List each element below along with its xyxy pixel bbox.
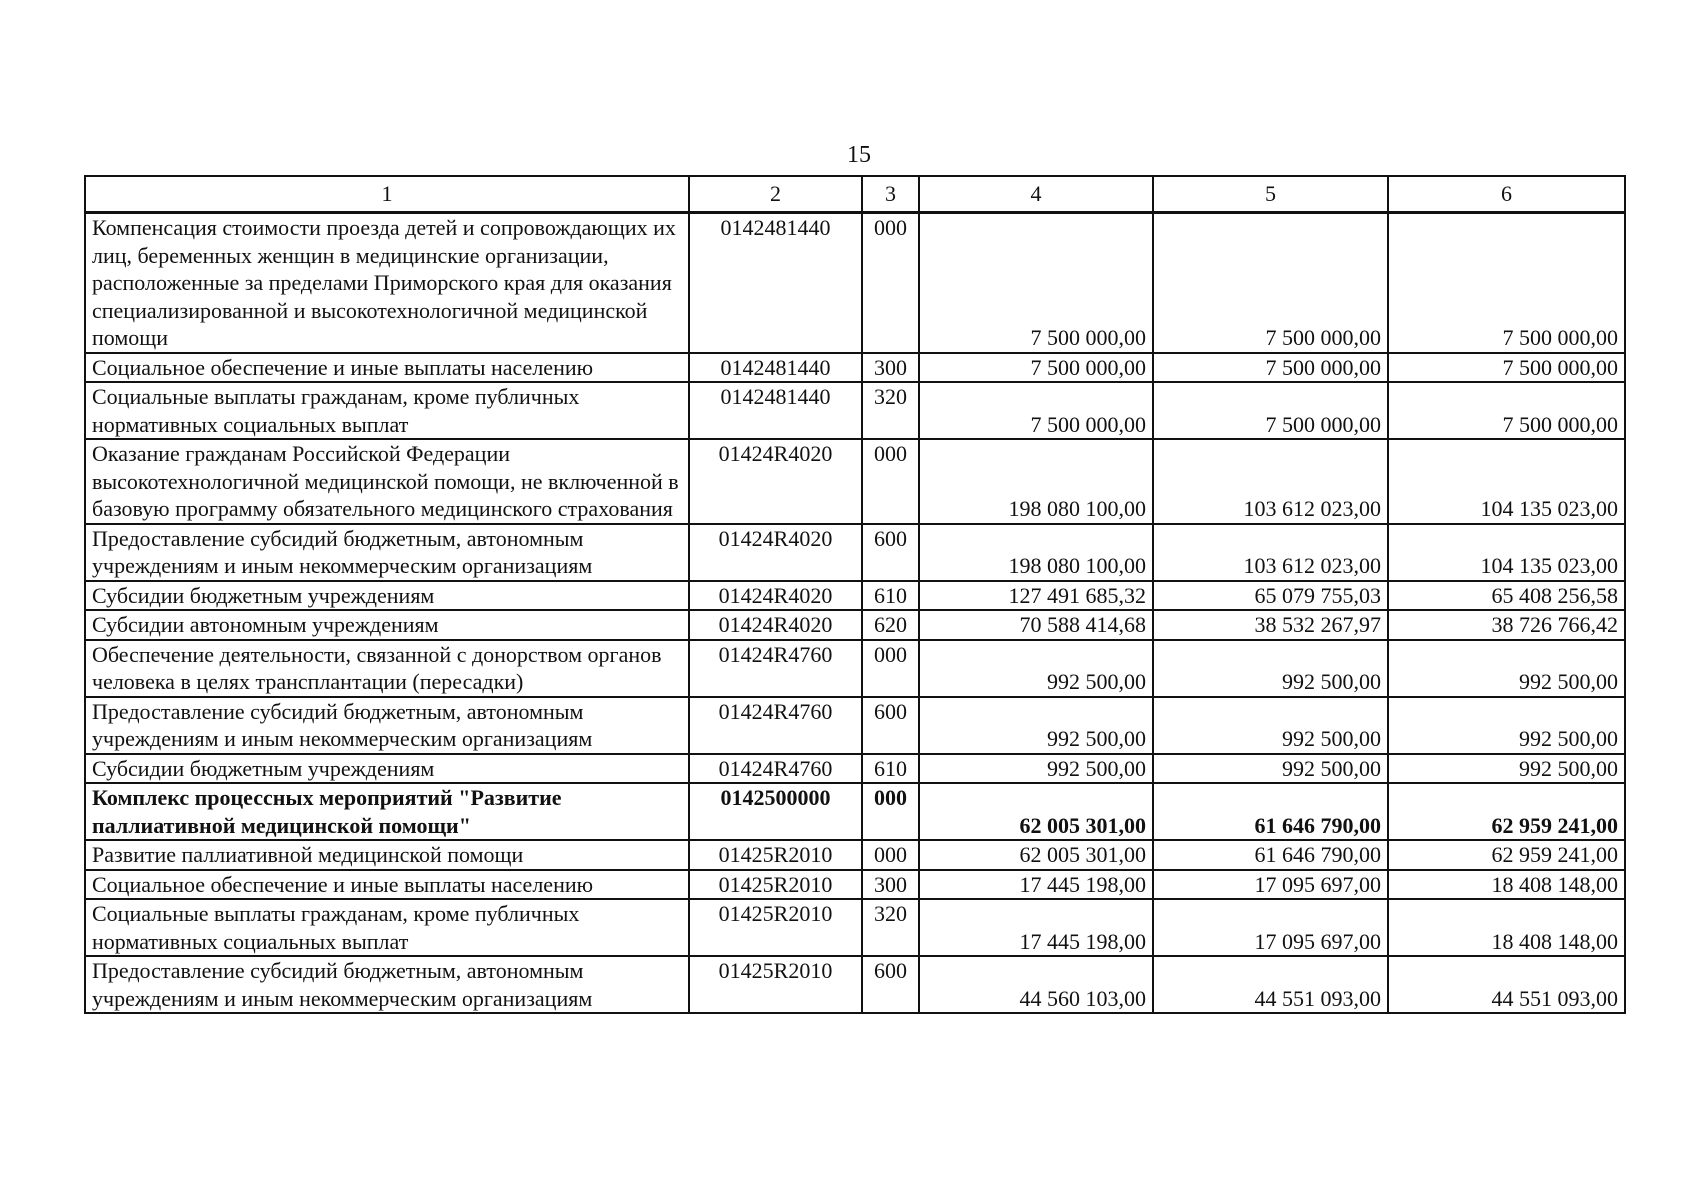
table-row (85, 382, 1625, 439)
row-value-6: 65 408 256,58 (1388, 581, 1625, 611)
row-kind: 320 (862, 899, 919, 956)
table-row (85, 754, 1625, 784)
table-row (85, 524, 1625, 581)
row-value-5: 7 500 000,00 (1153, 353, 1388, 383)
row-code: 0142481440 (689, 213, 862, 353)
row-value-5: 7 500 000,00 (1153, 382, 1388, 439)
row-value-6: 992 500,00 (1388, 697, 1625, 754)
table-row (85, 956, 1625, 1013)
row-value-4: 7 500 000,00 (919, 382, 1153, 439)
row-value-5: 992 500,00 (1153, 640, 1388, 697)
table-row (85, 353, 1625, 383)
row-value-4: 62 005 301,00 (919, 783, 1153, 840)
row-name: Развитие паллиативной медицинской помощи (85, 840, 689, 870)
table-row (85, 697, 1625, 754)
row-value-6: 104 135 023,00 (1388, 524, 1625, 581)
row-value-4: 70 588 414,68 (919, 610, 1153, 640)
row-name: Предоставление субсидий бюджетным, автономным учреждениям и иным некоммерческим организациям (85, 697, 689, 754)
row-name: Предоставление субсидий бюджетным, автономным учреждениям и иным некоммерческим организациям (85, 956, 689, 1013)
row-name: Социальные выплаты гражданам, кроме публичных нормативных социальных выплат (85, 899, 689, 956)
table-row (85, 640, 1625, 697)
row-kind: 610 (862, 754, 919, 784)
row-code: 01424R4020 (689, 610, 862, 640)
row-kind: 000 (862, 840, 919, 870)
row-value-6: 104 135 023,00 (1388, 439, 1625, 524)
row-value-6: 44 551 093,00 (1388, 956, 1625, 1013)
row-kind: 000 (862, 213, 919, 353)
row-value-4: 17 445 198,00 (919, 899, 1153, 956)
row-code: 01424R4760 (689, 640, 862, 697)
row-name: Компенсация стоимости проезда детей и сопровождающих их лиц, беременных женщин в медицинские организации, расположенные за пределами Приморского края для оказания специализированной и высокотехнологичной медицинской помощи (85, 213, 689, 353)
row-value-5: 65 079 755,03 (1153, 581, 1388, 611)
row-value-6: 62 959 241,00 (1388, 783, 1625, 840)
row-value-4: 992 500,00 (919, 754, 1153, 784)
row-value-4: 17 445 198,00 (919, 870, 1153, 900)
row-name: Субсидии бюджетным учреждениям (85, 581, 689, 611)
table-row-section-total (85, 783, 1625, 840)
row-value-4: 198 080 100,00 (919, 439, 1153, 524)
row-name: Социальные выплаты гражданам, кроме публичных нормативных социальных выплат (85, 382, 689, 439)
column-header: 6 (1388, 176, 1625, 213)
row-value-5: 7 500 000,00 (1153, 213, 1388, 353)
row-value-4: 992 500,00 (919, 697, 1153, 754)
row-value-5: 992 500,00 (1153, 697, 1388, 754)
row-value-4: 7 500 000,00 (919, 353, 1153, 383)
row-value-4: 44 560 103,00 (919, 956, 1153, 1013)
row-value-5: 38 532 267,97 (1153, 610, 1388, 640)
row-value-6: 7 500 000,00 (1388, 353, 1625, 383)
row-kind: 620 (862, 610, 919, 640)
column-header: 1 (85, 176, 689, 213)
column-header: 4 (919, 176, 1153, 213)
row-kind: 000 (862, 439, 919, 524)
row-kind: 000 (862, 640, 919, 697)
row-code: 01424R4760 (689, 697, 862, 754)
row-kind: 600 (862, 697, 919, 754)
row-value-6: 7 500 000,00 (1388, 382, 1625, 439)
row-value-4: 992 500,00 (919, 640, 1153, 697)
row-value-4: 7 500 000,00 (919, 213, 1153, 353)
row-value-6: 18 408 148,00 (1388, 870, 1625, 900)
row-code: 0142481440 (689, 353, 862, 383)
row-code: 0142500000 (689, 783, 862, 840)
row-name: Комплекс процессных мероприятий "Развитие паллиативной медицинской помощи" (85, 783, 689, 840)
row-value-5: 17 095 697,00 (1153, 899, 1388, 956)
column-header: 5 (1153, 176, 1388, 213)
row-code: 01425R2010 (689, 899, 862, 956)
table-row (85, 213, 1625, 353)
row-value-4: 198 080 100,00 (919, 524, 1153, 581)
row-code: 01424R4020 (689, 524, 862, 581)
row-kind: 300 (862, 870, 919, 900)
row-code: 01425R2010 (689, 956, 862, 1013)
page-number: 15 (847, 142, 871, 168)
table-header-row (85, 176, 1625, 213)
row-code: 01424R4020 (689, 581, 862, 611)
row-value-5: 44 551 093,00 (1153, 956, 1388, 1013)
row-kind: 600 (862, 956, 919, 1013)
column-header: 3 (862, 176, 919, 213)
row-name: Оказание гражданам Российской Федерации высокотехнологичной медицинской помощи, не включенной в базовую программу обязательного медицинского страхования (85, 439, 689, 524)
row-name: Предоставление субсидий бюджетным, автономным учреждениям и иным некоммерческим организациям (85, 524, 689, 581)
row-value-6: 7 500 000,00 (1388, 213, 1625, 353)
table-row (85, 581, 1625, 611)
row-kind: 000 (862, 783, 919, 840)
table-row (85, 840, 1625, 870)
row-name: Обеспечение деятельности, связанной с донорством органов человека в целях трансплантации (пересадки) (85, 640, 689, 697)
table-row (85, 439, 1625, 524)
row-value-5: 17 095 697,00 (1153, 870, 1388, 900)
row-value-6: 18 408 148,00 (1388, 899, 1625, 956)
row-name: Социальное обеспечение и иные выплаты населению (85, 353, 689, 383)
row-value-4: 127 491 685,32 (919, 581, 1153, 611)
row-code: 01424R4020 (689, 439, 862, 524)
row-value-4: 62 005 301,00 (919, 840, 1153, 870)
row-value-6: 38 726 766,42 (1388, 610, 1625, 640)
row-code: 01425R2010 (689, 870, 862, 900)
budget-table (84, 175, 1626, 1014)
row-value-5: 103 612 023,00 (1153, 439, 1388, 524)
row-name: Субсидии автономным учреждениям (85, 610, 689, 640)
table-row (85, 899, 1625, 956)
row-code: 01424R4760 (689, 754, 862, 784)
row-name: Социальное обеспечение и иные выплаты населению (85, 870, 689, 900)
column-header: 2 (689, 176, 862, 213)
row-code: 01425R2010 (689, 840, 862, 870)
row-kind: 610 (862, 581, 919, 611)
row-value-5: 61 646 790,00 (1153, 783, 1388, 840)
row-value-5: 61 646 790,00 (1153, 840, 1388, 870)
table-row (85, 870, 1625, 900)
row-value-5: 992 500,00 (1153, 754, 1388, 784)
row-code: 0142481440 (689, 382, 862, 439)
row-value-6: 992 500,00 (1388, 640, 1625, 697)
row-kind: 600 (862, 524, 919, 581)
row-kind: 300 (862, 353, 919, 383)
row-value-6: 992 500,00 (1388, 754, 1625, 784)
row-value-5: 103 612 023,00 (1153, 524, 1388, 581)
table-row (85, 610, 1625, 640)
row-kind: 320 (862, 382, 919, 439)
row-value-6: 62 959 241,00 (1388, 840, 1625, 870)
row-name: Субсидии бюджетным учреждениям (85, 754, 689, 784)
